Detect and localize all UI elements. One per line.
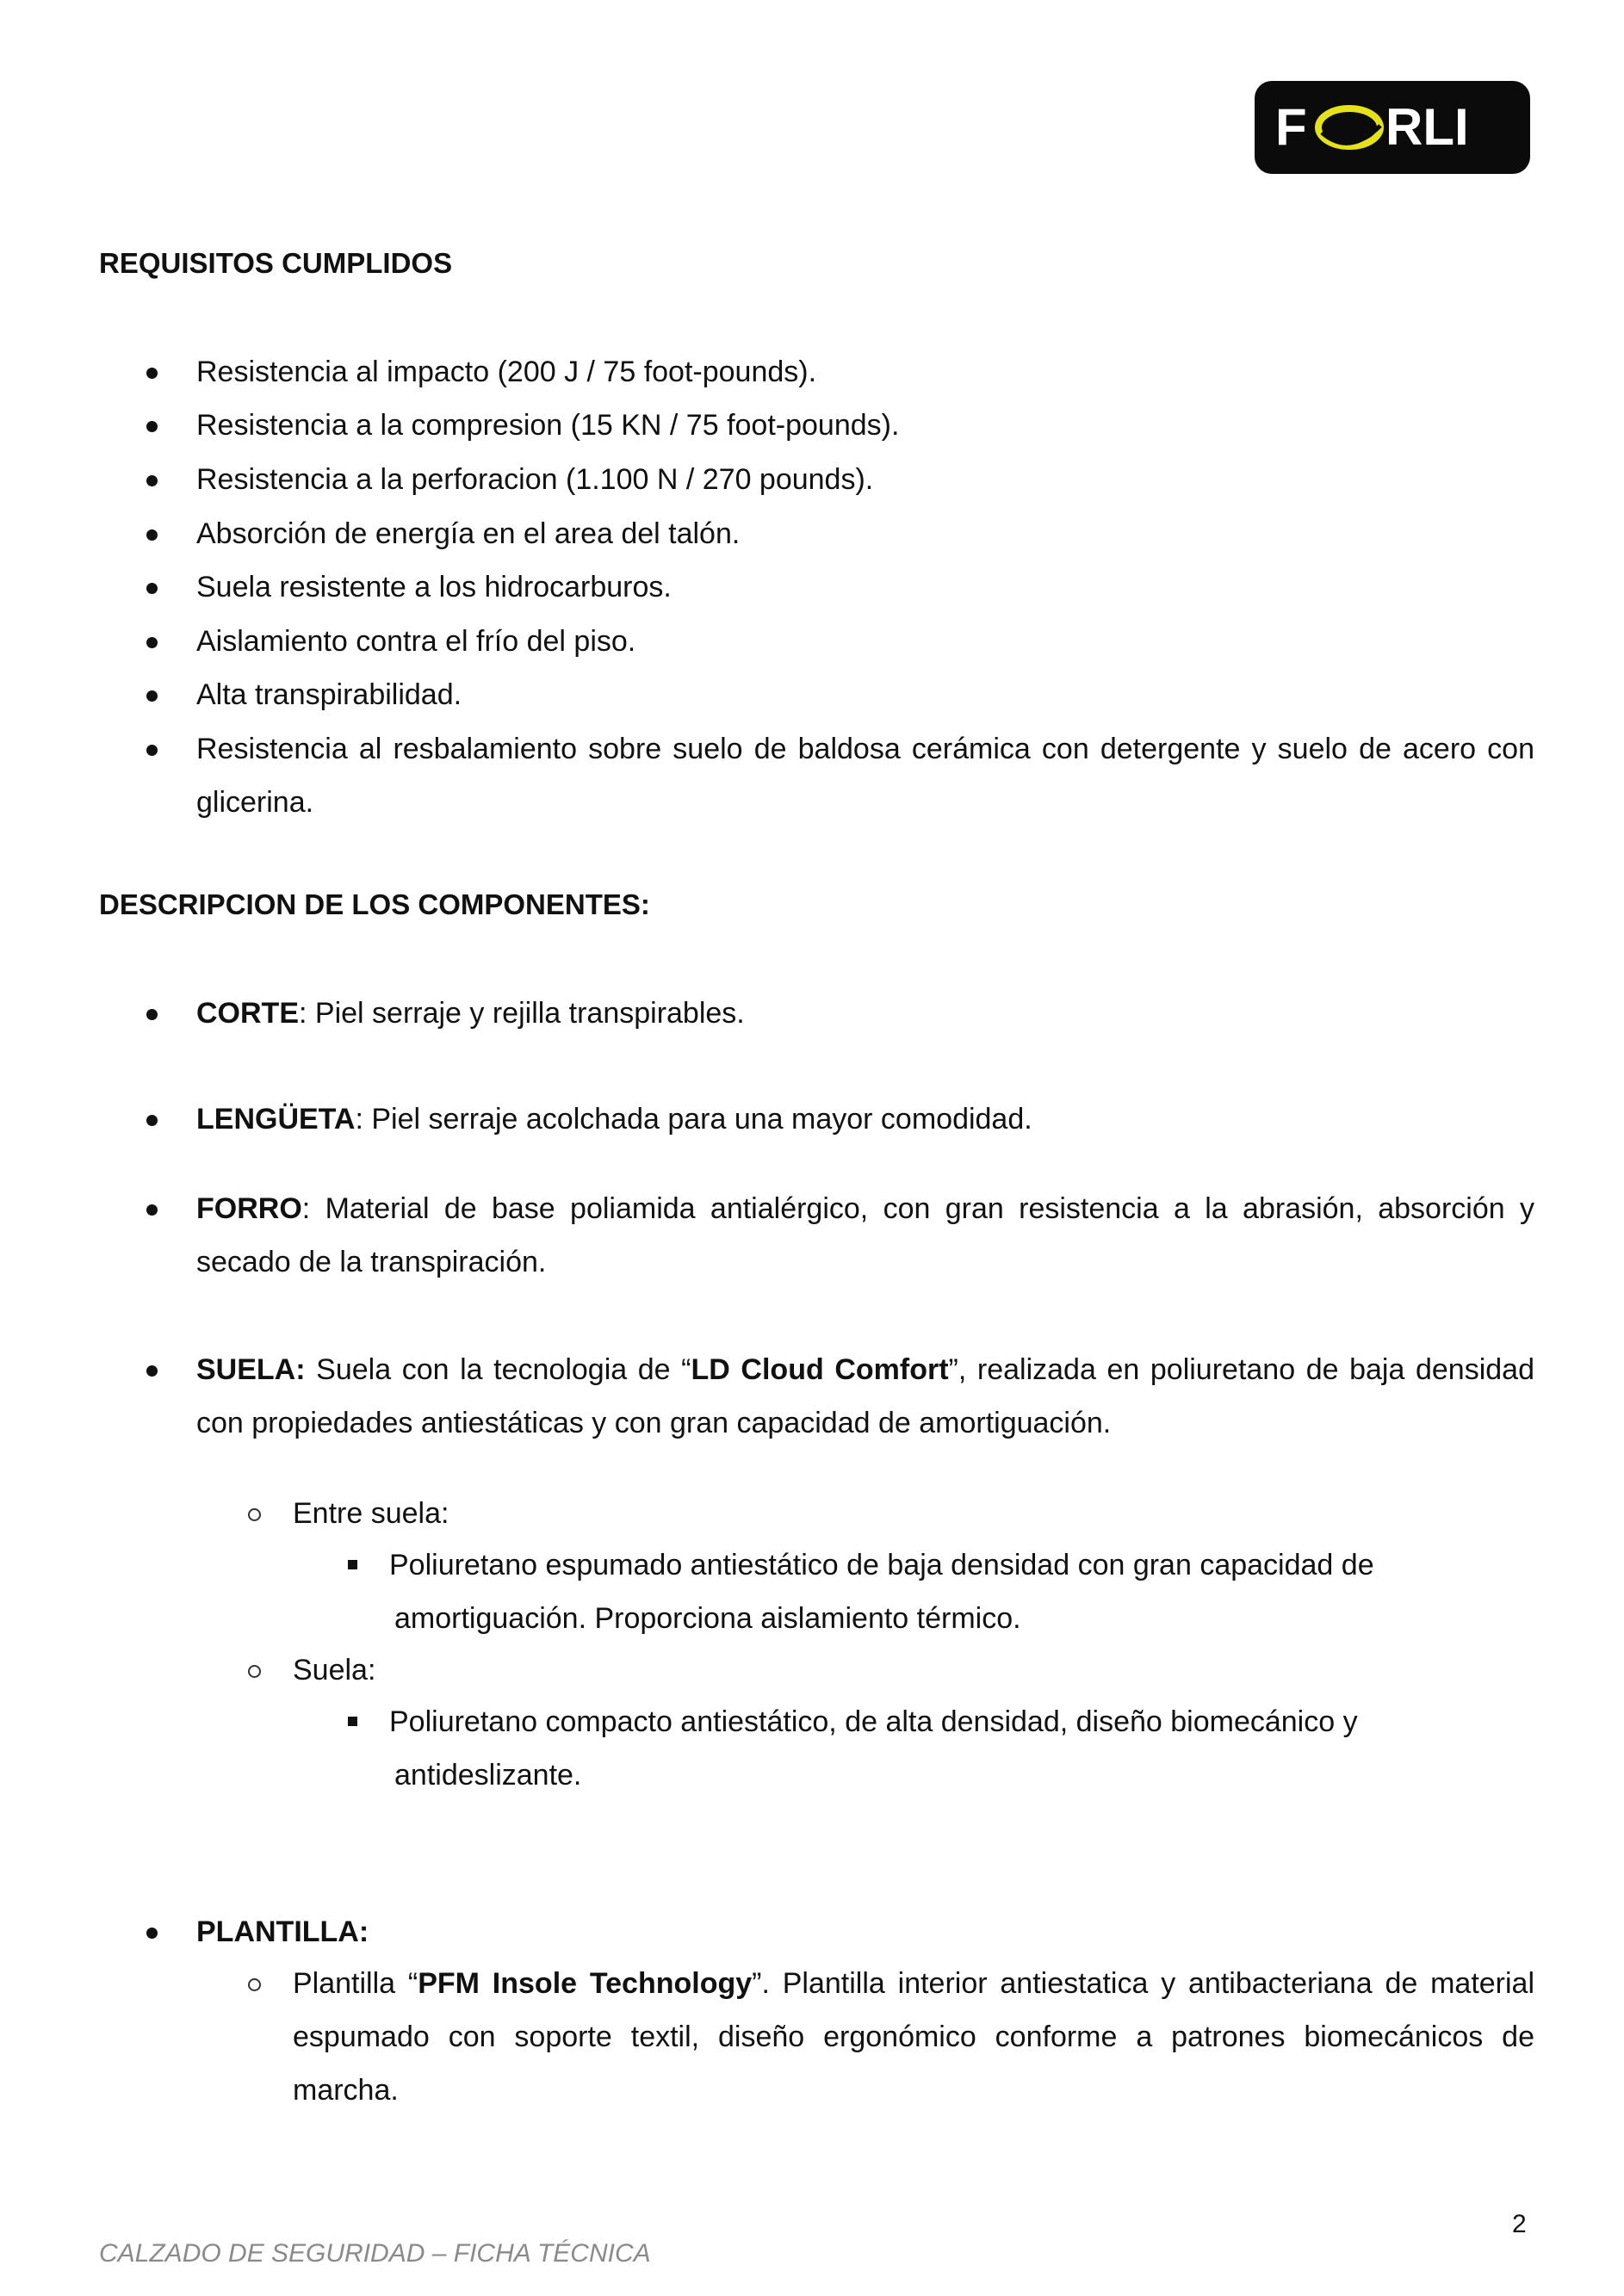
plantilla-tech-name: PFM Insole Technology (418, 1967, 753, 2000)
suela-detail-line2: antideslizante. (394, 1759, 582, 1792)
requisito-text: Aislamiento contra el frío del piso. (196, 625, 636, 658)
lengueta-label: LENGÜETA (196, 1103, 356, 1136)
bullet-icon (146, 583, 158, 594)
componente-suela-text (196, 1343, 1534, 1450)
bullet-icon (146, 745, 158, 756)
circle-bullet-icon (248, 1978, 261, 1991)
plantilla-detail-text (293, 1957, 1534, 2117)
forro-description: : Material de base poliamida antialérgico, con gran resistencia a la abrasión, absorción y secado de la transpiración. (196, 1192, 1534, 1278)
suela-label: SUELA: (196, 1353, 306, 1386)
bullet-icon (146, 1365, 158, 1377)
sub-label: Entre suela: (293, 1497, 449, 1530)
suela-detail-line1: Poliuretano compacto antiestático, de alta densidad, diseño biomecánico y (389, 1705, 1358, 1738)
bullet-icon (146, 1204, 158, 1216)
footer-text: CALZADO DE SEGURIDAD – FICHA TÉCNICA (99, 2239, 651, 2268)
requisito-text: Resistencia a la perforacion (1.100 N / 270 pounds). (196, 463, 874, 496)
bullet-icon (146, 1115, 158, 1126)
square-bullet-icon (348, 1560, 357, 1569)
bullet-icon (146, 690, 158, 702)
suela-text-before: Suela con la tecnologia de “ (305, 1353, 691, 1386)
page-number: 2 (1512, 2210, 1527, 2238)
square-bullet-icon (348, 1717, 357, 1726)
entre-suela-detail-text (389, 1538, 1534, 1645)
section-title-componentes: DESCRIPCION DE LOS COMPONENTES: (99, 888, 650, 920)
requisito-text: Absorción de energía en el area del talón. (196, 517, 741, 550)
logo-text-f: F (1275, 98, 1307, 156)
logo-text-rli: RLI (1385, 98, 1469, 156)
bullet-icon (146, 637, 158, 648)
bullet-icon (146, 1009, 158, 1020)
suela-tech-name: LD Cloud Comfort (691, 1353, 949, 1386)
forli-logo (1255, 81, 1530, 174)
requisito-text: Suela resistente a los hidrocarburos. (196, 571, 672, 603)
entre-suela-detail-line2: amortiguación. Proporciona aislamiento térmico. (394, 1602, 1021, 1635)
circle-bullet-icon (248, 1508, 261, 1521)
bullet-icon (146, 421, 158, 432)
plantilla-label: PLANTILLA: (196, 1915, 369, 1948)
section-title-requisitos: REQUISITOS CUMPLIDOS (99, 247, 453, 279)
forro-label: FORRO (196, 1192, 302, 1225)
plantilla-text-after: ”. Plantilla interior antiestatica y antibacteriana de material espumado con soporte textil, diseño ergonómico conforme a patrones biomecánicos de marcha. (293, 1967, 1535, 2107)
bullet-icon (146, 1928, 158, 1939)
requisito-text: Resistencia a la compresion (15 KN / 75 foot-pounds). (196, 409, 900, 442)
logo-o-ring (1318, 108, 1380, 146)
lengueta-description: : Piel serraje acolchada para una mayor comodidad. (355, 1103, 1032, 1136)
corte-description: : Piel serraje y rejilla transpirables. (299, 997, 745, 1030)
componente-forro-text (196, 1182, 1534, 1289)
componente-lengueta-text (196, 1092, 1534, 1146)
bullet-icon (146, 529, 158, 541)
circle-bullet-icon (248, 1665, 261, 1678)
plantilla-text-before: Plantilla “ (293, 1967, 418, 2000)
corte-label: CORTE (196, 997, 299, 1030)
bullet-icon (146, 475, 158, 486)
requisito-text: Alta transpirabilidad. (196, 678, 462, 711)
bullet-icon (146, 368, 158, 379)
suela-text-after: ”, realizada en poliuretano de baja densidad con propiedades antiestáticas y con gran capacidad de amortiguación. (196, 1353, 1534, 1439)
entre-suela-detail-line1: Poliuretano espumado antiestático de baja densidad con gran capacidad de (389, 1549, 1374, 1581)
componente-corte-text (196, 987, 1534, 1040)
sub-label: Suela: (293, 1654, 376, 1686)
requisito-text: Resistencia al impacto (200 J / 75 foot-pounds). (196, 356, 817, 388)
suela-detail-text (389, 1695, 1534, 1802)
requisito-text: Resistencia al resbalamiento sobre suelo de baldosa cerámica con detergente y suelo de acero con glicerina. (196, 733, 1534, 819)
